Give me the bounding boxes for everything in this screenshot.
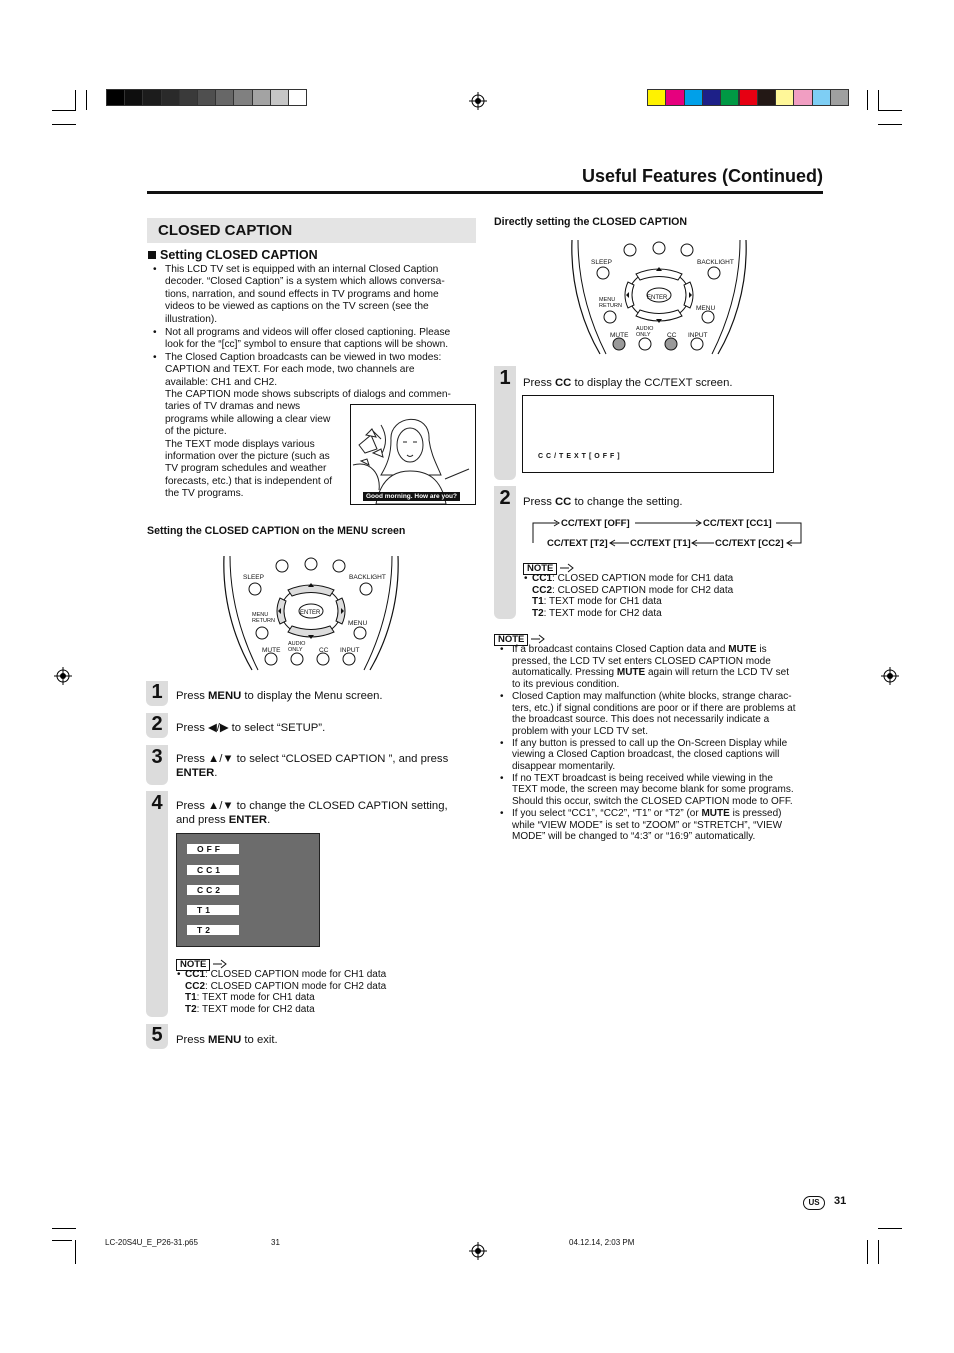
note-line: T2: TEXT mode for CH2 data [185, 1004, 315, 1016]
remote-label-input: INPUT [340, 647, 360, 654]
note-line: If any button is pressed to call up the On-Screen Display while [512, 737, 788, 749]
remote-label-menu: MENU [348, 620, 368, 627]
title-rule [147, 191, 823, 194]
note-line: If a broadcast contains Closed Caption data and MUTE is [512, 644, 767, 655]
bullet-line: available: CH1 and CH2. [165, 376, 278, 388]
color-swatch [270, 89, 289, 106]
note-line: disappear momentarily. [512, 761, 616, 772]
section-title: CLOSED CAPTION [158, 222, 293, 239]
registration-mark-icon [881, 667, 899, 685]
bullet-line: This LCD TV set is equipped with an internal Closed Caption [165, 264, 439, 275]
bullet-line: TV program schedules and weather [165, 463, 327, 475]
step-text: Press ▲/▼ to change the CLOSED CAPTION setting, and press ENTER. [176, 800, 448, 826]
bullet-line: The CAPTION mode shows subscripts of dialogs and commen- [165, 389, 451, 401]
crop-mark [75, 1240, 76, 1264]
remote-label-menu: MENU [696, 305, 716, 312]
square-bullet-icon [148, 251, 156, 259]
menu-option-cc1[interactable]: CC1 [187, 865, 239, 875]
menu-option-off[interactable]: OFF [187, 844, 239, 854]
remote-label-input: INPUT [688, 332, 708, 339]
menu-screen-heading: Setting the CLOSED CAPTION on the MENU screen [147, 525, 406, 537]
region-badge: US [803, 1196, 825, 1210]
bullet-dot: • [500, 737, 504, 749]
step-number: 1 [151, 681, 163, 703]
note-tag: NOTE [494, 634, 528, 646]
color-swatch [830, 89, 849, 106]
note-line: problem with your LCD TV set. [512, 725, 648, 737]
bullet-line: programs while allowing a clear view [165, 413, 331, 425]
step-number: 2 [499, 487, 511, 509]
note-line: •CC1: CLOSED CAPTION mode for CH1 data [524, 573, 734, 584]
note-line: T2: TEXT mode for CH2 data [532, 608, 662, 620]
color-swatch [812, 89, 831, 106]
woman-illustration-icon [351, 405, 475, 504]
bullet-line: taries of TV dramas and news [165, 401, 301, 413]
color-swatch [252, 89, 271, 106]
direct-heading: Directly setting the CLOSED CAPTION [494, 216, 688, 228]
bullet-dot: • [500, 772, 504, 784]
cc-menu-screen [176, 833, 320, 947]
remote-label-cc: CC [319, 647, 329, 654]
page-title: Useful Features (Continued) [581, 166, 823, 186]
note-line: Closed Caption may malfunction (white blocks, strange charac- [512, 690, 792, 702]
remote-label-enter: ENTER [647, 295, 668, 301]
color-swatch [179, 89, 198, 106]
registration-mark-icon [469, 1242, 487, 1260]
section-bar [147, 218, 476, 243]
crop-mark [52, 124, 76, 125]
note-line: while “VIEW MODE” is set to “ZOOM” or “STRETCH”, “VIEW [512, 819, 783, 831]
bullet-line: forecasts, etc.) that is independent of [165, 475, 333, 487]
crop-mark [52, 110, 76, 111]
remote-label-enter: ENTER [300, 610, 321, 616]
bullet-dot: • [153, 326, 157, 338]
bullet-line: Not all programs and videos will offer closed captioning. Please [165, 326, 451, 338]
crop-mark [867, 1240, 868, 1264]
color-swatch [647, 89, 666, 106]
color-swatch [793, 89, 812, 106]
note-line: T1: TEXT mode for CH1 data [185, 992, 315, 1004]
bullet-dot: • [153, 351, 157, 363]
step-text: Press ▲/▼ to select “CLOSED CAPTION ”, and press ENTER. [176, 753, 449, 779]
color-swatch [197, 89, 216, 106]
crop-mark [86, 90, 87, 110]
remote-label-mute: MUTE [610, 332, 629, 339]
flow-cc-t1: CC/TEXT [T1] [630, 538, 691, 549]
registration-mark-icon [54, 667, 72, 685]
color-swatch [161, 89, 180, 106]
note-arrow-icon [531, 634, 545, 644]
color-swatch [215, 89, 234, 106]
note-line: TEXT mode, the screen may become blank for some programs. [512, 784, 794, 796]
registration-mark-icon [469, 92, 487, 110]
flow-cc-cc2: CC/TEXT [CC2] [715, 538, 784, 549]
color-swatch [142, 89, 161, 106]
menu-option-cc2[interactable]: CC2 [187, 885, 239, 895]
bullet-line: videos to be viewed as captions on the TV screen (see the [165, 301, 429, 313]
step-number: 1 [499, 367, 511, 389]
note-line: to its previous condition. [512, 679, 620, 691]
color-swatch [233, 89, 252, 106]
flow-cc-t2: CC/TEXT [T2] [547, 538, 608, 549]
note-line: the broadcast source. This does not necessarily indicate a [512, 714, 770, 726]
color-swatch [124, 89, 143, 106]
step-text: Press MENU to display the Menu screen. [176, 690, 383, 702]
color-swatch [720, 89, 739, 106]
footer-timestamp: 04.12.14, 2:03 PM [569, 1238, 635, 1247]
bullet-line: decoder. “Closed Caption” is a system which allows conversa- [165, 276, 445, 288]
bullet-line: look for the “[cc]” symbol to ensure that captions will be shown. [165, 338, 449, 350]
color-swatch [684, 89, 703, 106]
step-number: 2 [151, 713, 163, 735]
note-line: CC2: CLOSED CAPTION mode for CH2 data [185, 980, 387, 992]
crop-mark [878, 1228, 902, 1229]
bullet-dot: • [500, 690, 504, 702]
remote-label-menu-return: MENU RETURN [252, 612, 275, 624]
crop-mark [878, 1240, 879, 1264]
note-line: T1: TEXT mode for CH1 data [532, 596, 662, 608]
bullet-dot: • [153, 264, 157, 275]
step-number: 3 [151, 746, 163, 768]
crop-mark [878, 110, 902, 111]
color-swatch [288, 89, 307, 106]
color-swatch [775, 89, 794, 106]
bullet-line: The TEXT mode displays various [165, 438, 315, 450]
bullet-text [165, 327, 450, 352]
color-swatch [665, 89, 684, 106]
crop-mark [878, 124, 902, 125]
remote-label-backlight: BACKLIGHT [697, 259, 734, 266]
note-line: If no TEXT broadcast is being received while viewing in the [512, 772, 773, 784]
step-text: Press CC to display the CC/TEXT screen. [523, 377, 733, 389]
crop-mark [867, 90, 868, 110]
remote-label-audio-only: AUDIO ONLY [288, 641, 306, 653]
remote-label-audio-only: AUDIO ONLY [636, 326, 654, 338]
bullet-line: of the picture. [165, 426, 227, 438]
flow-cc-cc1: CC/TEXT [CC1] [703, 518, 772, 529]
note-line: Should this occur, switch the CLOSED CAPTION mode to OFF. [512, 796, 793, 808]
cc-text-status: CC/TEXT[OFF] [538, 453, 623, 460]
color-swatch [702, 89, 721, 106]
step-number: 4 [151, 792, 163, 814]
menu-option-t2[interactable]: T2 [187, 925, 239, 935]
bullet-line: CAPTION and TEXT. For each mode, two channels are [165, 364, 415, 376]
crop-mark [52, 1228, 76, 1229]
bullet-line: The Closed Caption broadcasts can be viewed in two modes: [165, 351, 442, 363]
bullet-line: information over the picture (such as [165, 451, 330, 463]
step-number: 5 [151, 1024, 163, 1046]
step-text: Press ◀/▶ to select “SETUP”. [176, 722, 326, 734]
bullet-dot: • [500, 807, 504, 819]
bullet-text [165, 264, 445, 326]
remote-label-backlight: BACKLIGHT [349, 574, 386, 581]
note-line: MODE” will be changed to “4:3” or “16:9” automatically. [512, 831, 756, 843]
step-bar [146, 791, 168, 1017]
flow-cc-off: CC/TEXT [OFF] [561, 518, 630, 529]
note-line: •CC1: CLOSED CAPTION mode for CH1 data [177, 969, 387, 980]
bullet-dot: • [500, 644, 504, 655]
remote-label-mute: MUTE [262, 647, 281, 654]
tv-illustration [350, 404, 476, 505]
color-swatch [106, 89, 125, 106]
bullet-line: illustration). [165, 313, 218, 325]
setting-heading: Setting CLOSED CAPTION [148, 248, 318, 262]
page-number: 31 [834, 1195, 847, 1207]
note-arrow-icon [560, 563, 574, 573]
note-line: CC2: CLOSED CAPTION mode for CH2 data [532, 584, 734, 596]
note-line: automatically. Pressing MUTE again will return the LCD TV set [512, 667, 789, 679]
note-tag: NOTE [176, 959, 210, 971]
note-line: viewing a Closed Caption broadcast, the closed captions will [512, 749, 780, 761]
note-line: ters, etc.) if signal conditions are poor or if there are problems at [512, 702, 796, 714]
remote-label-cc: CC [667, 332, 677, 339]
remote-label-sleep: SLEEP [591, 259, 612, 266]
menu-option-t1[interactable]: T1 [187, 905, 239, 915]
color-swatch [757, 89, 776, 106]
remote-label-menu-return: MENU RETURN [599, 297, 622, 309]
crop-mark [52, 1240, 72, 1241]
step-text: Press MENU to exit. [176, 1034, 278, 1046]
note-line: pressed, the LCD TV set enters CLOSED CAPTION mode [512, 655, 771, 667]
cc-text-screen [522, 395, 774, 473]
bullet-line: tions, narration, and sound effects in TV programs and home [165, 288, 439, 300]
caption-strip: Good morning. How are you? [363, 492, 460, 501]
color-swatch [739, 89, 758, 106]
bullet-item [153, 264, 473, 326]
bullet-line: the TV programs. [165, 488, 244, 500]
footer-file: LC-20S4U_E_P26-31.p65 [105, 1238, 198, 1247]
crop-mark [75, 90, 76, 110]
footer-file-page: 31 [271, 1238, 280, 1247]
remote-label-sleep: SLEEP [243, 574, 264, 581]
note-line: If you select “CC1”, “CC2”, “T1” or “T2” (or MUTE is pressed) [512, 807, 782, 819]
step-text: Press CC to change the setting. [523, 496, 683, 508]
crop-mark [878, 90, 879, 110]
bullet-item [153, 327, 473, 352]
note-arrow-icon [213, 959, 227, 969]
note-tag: NOTE [523, 563, 557, 575]
